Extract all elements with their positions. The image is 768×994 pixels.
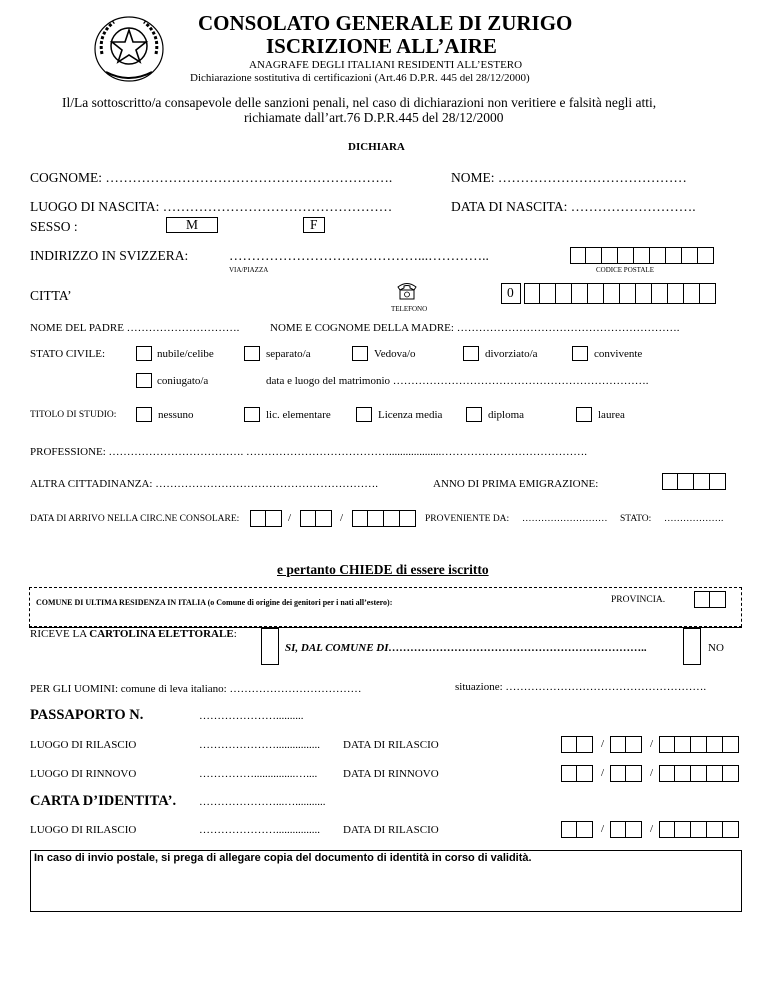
nessuno-checkbox[interactable] (136, 407, 152, 422)
rinnovo-month-cells[interactable] (610, 765, 642, 782)
arrivo-slash-2: / (340, 512, 344, 524)
coniugato-label: coniugato/a (157, 375, 209, 387)
sesso-m-label: M (186, 217, 199, 232)
comune-box (29, 587, 742, 627)
riceve-label: RICEVE LA CARTOLINA ELETTORALE: (30, 628, 237, 640)
telefono-label: TELEFONO (391, 305, 428, 313)
indirizzo-field[interactable]: ……………………………………...………….. (229, 248, 489, 263)
indirizzo-label: INDIRIZZO IN SVIZZERA: (30, 248, 189, 263)
rinnovo-day-cells[interactable] (561, 765, 593, 782)
data-nascita-field[interactable]: DATA DI NASCITA: ………………………. (451, 199, 696, 214)
rinnovo-year-cells[interactable] (659, 765, 739, 782)
nubile-checkbox[interactable] (136, 346, 152, 361)
intro-line-1: Il/La sottoscritto/a consapevole delle sanzioni penali, nel caso di dichiarazioni non veritiere e falsità negli atti, (62, 95, 657, 110)
no-checkbox[interactable] (683, 628, 701, 665)
diploma-checkbox[interactable] (466, 407, 482, 422)
telephone-icon (396, 281, 418, 301)
convivente-checkbox[interactable] (572, 346, 588, 361)
telefono-cells[interactable] (524, 283, 716, 304)
intro-line-2: richiamate dall’art.76 D.P.R.445 del 28/12/2000 (244, 110, 504, 125)
luogo-rinnovo-field[interactable]: ……………...............….... (199, 768, 318, 780)
leva-field[interactable]: PER GLI UOMINI: comune di leva italiano: ……………………………… (30, 683, 362, 695)
luogo-rilascio-field[interactable]: …………………................ (199, 739, 320, 751)
luogo-rinnovo-label: LUOGO DI RINNOVO (30, 768, 137, 780)
rilascio-ci-month-cells[interactable] (610, 821, 642, 838)
data-rilascio-ci-label: DATA DI RILASCIO (343, 824, 439, 836)
carta-identita-field[interactable]: …………………...…........... (199, 796, 326, 808)
cognome-field[interactable]: COGNOME: ………………………………………………………. (30, 170, 393, 185)
tel-prefix: 0 (507, 285, 514, 300)
matrimonio-field[interactable]: data e luogo del matrimonio ……………………………………………………………. (266, 375, 649, 387)
arrivo-year-cells[interactable] (352, 510, 416, 527)
separato-label: separato/a (266, 348, 311, 360)
proveniente-field[interactable]: ……………………… (522, 514, 608, 524)
via-label: VIA/PIAZZA (229, 266, 269, 274)
rilascio-slash-1: / (601, 738, 605, 750)
data-arrivo-label: DATA DI ARRIVO NELLA CIRC.NE CONSOLARE: (30, 514, 240, 524)
passaporto-field[interactable]: ………………….......... (199, 710, 304, 722)
divorziato-checkbox[interactable] (463, 346, 479, 361)
madre-field[interactable]: NOME E COGNOME DELLA MADRE: ……………………………………………………. (270, 322, 680, 334)
elementare-checkbox[interactable] (244, 407, 260, 422)
stato-field[interactable]: ………………. (664, 514, 724, 524)
diploma-label: diploma (488, 409, 525, 421)
rilascio-year-cells[interactable] (659, 736, 739, 753)
data-rilascio-label: DATA DI RILASCIO (343, 739, 439, 751)
rilascio-ci-slash-1: / (601, 823, 605, 835)
luogo-rilascio-ci-label: LUOGO DI RILASCIO (30, 824, 137, 836)
passaporto-label: PASSAPORTO N. (30, 707, 144, 723)
altra-cittadinanza-field[interactable]: ALTRA CITTADINANZA: ……………………………………………………. (30, 478, 378, 490)
nubile-label: nubile/celibe (157, 348, 214, 360)
nessuno-label: nessuno (158, 409, 194, 421)
laurea-checkbox[interactable] (576, 407, 592, 422)
vedova-checkbox[interactable] (352, 346, 368, 361)
rilascio-day-cells[interactable] (561, 736, 593, 753)
laurea-label: laurea (598, 409, 625, 421)
media-label: Licenza media (378, 409, 443, 421)
anno-emigrazione-label: ANNO DI PRIMA EMIGRAZIONE: (433, 478, 599, 490)
rilascio-ci-slash-2: / (650, 823, 654, 835)
provincia-cells[interactable] (694, 591, 726, 608)
padre-field[interactable]: NOME DEL PADRE …………………………. (30, 322, 240, 334)
luogo-nascita-field[interactable]: LUOGO DI NASCITA: …………………………………………… (30, 199, 393, 214)
rilascio-ci-year-cells[interactable] (659, 821, 739, 838)
divorziato-label: divorziato/a (485, 348, 538, 360)
rilascio-month-cells[interactable] (610, 736, 642, 753)
cap-cells[interactable] (570, 247, 714, 264)
subtitle-line-2: Dichiarazione sostitutiva di certificazioni (Art.46 D.P.R. 445 del 28/12/2000) (190, 72, 530, 84)
situazione-field[interactable]: situazione: ………………………………………………. (455, 681, 707, 693)
provincia-label: PROVINCIA. (611, 595, 666, 605)
cap-label: CODICE POSTALE (596, 266, 654, 274)
note-text: In caso di invio postale, si prega di allegare copia del documento di identità in corso di validità. (34, 852, 532, 864)
media-checkbox[interactable] (356, 407, 372, 422)
subtitle-line-1: ANAGRAFE DEGLI ITALIANI RESIDENTI ALL’ESTERO (249, 59, 523, 71)
arrivo-day-cells[interactable] (250, 510, 282, 527)
dichiara-heading: DICHIARA (348, 141, 405, 153)
anno-emigrazione-cells[interactable] (662, 473, 726, 490)
carta-identita-label: CARTA D’IDENTITA’. (30, 793, 177, 809)
rinnovo-slash-2: / (650, 767, 654, 779)
titolo-label: TITOLO DI STUDIO: (30, 410, 117, 420)
no-label: NO (708, 642, 724, 654)
arrivo-slash-1: / (288, 512, 292, 524)
elementare-label: lic. elementare (266, 409, 331, 421)
stato-civile-label: STATO CIVILE: (30, 348, 105, 360)
sesso-label: SESSO : (30, 219, 78, 234)
coniugato-checkbox[interactable] (136, 373, 152, 388)
convivente-label: convivente (594, 348, 643, 360)
rilascio-ci-day-cells[interactable] (561, 821, 593, 838)
separato-checkbox[interactable] (244, 346, 260, 361)
rinnovo-slash-1: / (601, 767, 605, 779)
nome-field[interactable]: NOME: …………………………………… (451, 170, 687, 185)
title-line-1: CONSOLATO GENERALE DI ZURIGO (198, 11, 573, 35)
luogo-rilascio-label: LUOGO DI RILASCIO (30, 739, 137, 751)
professione-field[interactable]: PROFESSIONE: ………………………………. …………………………………...................…………………………………. (30, 446, 588, 458)
citta-label: CITTA’ (30, 288, 72, 303)
si-checkbox[interactable] (261, 628, 279, 665)
arrivo-month-cells[interactable] (300, 510, 332, 527)
rilascio-slash-2: / (650, 738, 654, 750)
vedova-label: Vedova/o (374, 348, 416, 360)
comune-label: COMUNE DI ULTIMA RESIDENZA IN ITALIA (o Comune di origine dei genitori per i nati all’estero): (36, 598, 393, 607)
luogo-rilascio-ci-field[interactable]: …………………................ (199, 824, 320, 836)
chiede-heading: e pertanto CHIEDE di essere iscritto (277, 562, 489, 577)
si-label: SI, DAL COMUNE DI…………………………………………………………….. (285, 642, 648, 654)
proveniente-label: PROVENIENTE DA: (425, 514, 510, 524)
stato-label: STATO: (620, 514, 652, 524)
sesso-f-label: F (310, 217, 318, 232)
title-line-2: ISCRIZIONE ALL’AIRE (266, 34, 497, 58)
data-rinnovo-label: DATA DI RINNOVO (343, 768, 439, 780)
